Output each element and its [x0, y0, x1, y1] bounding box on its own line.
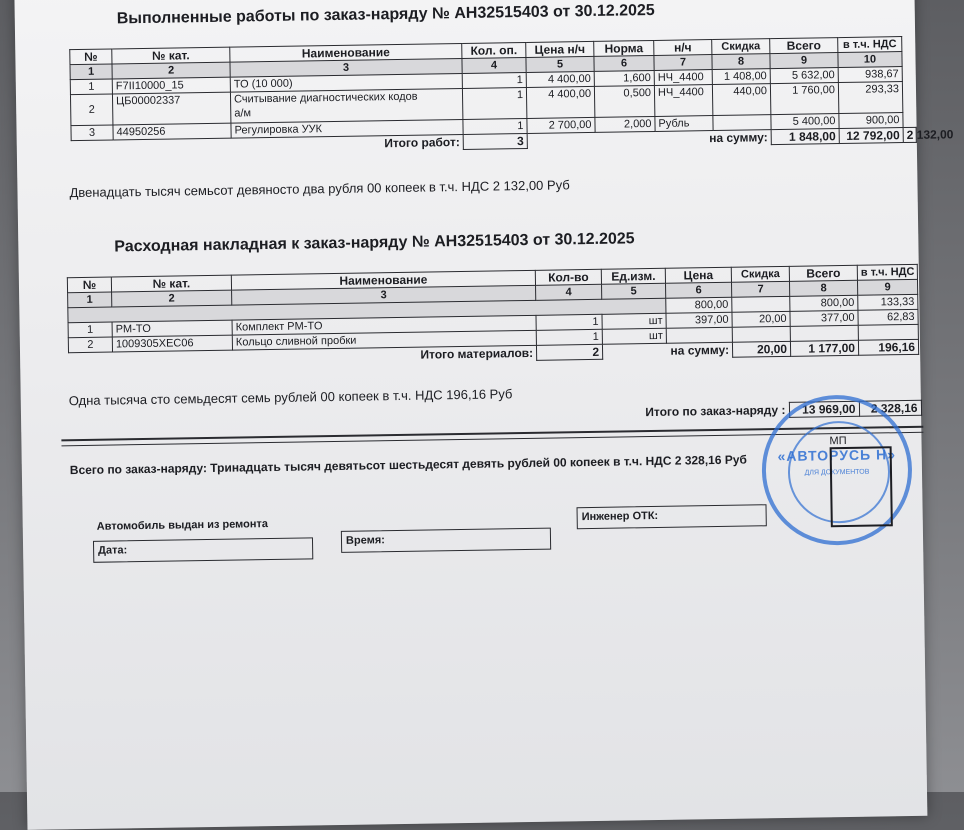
quantity: 1 [536, 314, 602, 330]
index-cell: 8 [789, 280, 857, 296]
index-cell: 1 [70, 64, 112, 80]
catalog-number: 44950256 [113, 123, 231, 140]
total-sum: 12 792,00 [839, 128, 903, 144]
discount: 440,00 [712, 84, 770, 116]
price: 4 400,00 [526, 86, 594, 118]
unit: шт [602, 313, 666, 329]
header-cell: в т.ч. НДС [838, 37, 902, 53]
index-cell: 2 [112, 290, 232, 307]
time-field [341, 528, 551, 553]
rate-code: НЧ_4400 [654, 70, 712, 86]
norm: 0,500 [594, 85, 654, 117]
sum-label: на сумму: [670, 343, 730, 358]
group-total: 800,00 [790, 295, 858, 311]
index-cell: 5 [526, 56, 594, 72]
price: 4 400,00 [526, 71, 594, 87]
header-cell: Норма [594, 40, 654, 56]
header-cell: Кол. оп. [462, 42, 526, 58]
price: 397,00 [666, 312, 732, 328]
price: 2 700,00 [527, 117, 595, 133]
group-vat: 133,33 [858, 294, 918, 310]
header-cell: № кат. [112, 47, 230, 64]
vat: 62,83 [858, 309, 918, 325]
index-cell: 7 [731, 281, 789, 297]
catalog-number: 1009305XEC06 [112, 335, 232, 352]
header-cell: Кол-во [535, 269, 601, 285]
order-total-sum: 13 969,00 [789, 401, 859, 417]
row-number: 1 [68, 322, 112, 338]
vat: 900,00 [839, 113, 903, 129]
item-name: Регулировка УУК [231, 119, 463, 138]
norm: 1,600 [594, 70, 654, 86]
catalog-number: ЦБ00002337 [112, 92, 230, 125]
header-cell: Скидка [712, 39, 770, 55]
vat: 293,33 [838, 82, 902, 114]
discount [732, 326, 790, 342]
vat [858, 324, 918, 340]
time-label: Время: [345, 534, 385, 547]
item-name-continuation: а/м [234, 107, 252, 120]
row-number: 2 [68, 337, 112, 353]
header-cell: № [70, 49, 112, 65]
group-price: 800,00 [666, 297, 732, 313]
total: 5 400,00 [771, 114, 839, 130]
header-cell: Цена [665, 267, 731, 283]
price [666, 327, 732, 343]
total-label: Итого работ: [384, 135, 460, 151]
total-vat: 2 132,00 [903, 127, 916, 142]
header-cell: Наименование [230, 43, 462, 62]
header-cell: Ед.изм. [601, 268, 665, 284]
quantity: 1 [462, 87, 526, 119]
total-count: 2 [536, 344, 602, 360]
materials-sum-in-words: Одна тысяча сто семьдесят семь рублей 00 копеек в т.ч. НДС 196,16 Руб [68, 386, 513, 409]
stamp-subtitle: ДЛЯ ДОКУМЕНТОВ [804, 468, 870, 477]
order-total-label: Итого по заказ-наряду : [645, 402, 786, 420]
engineer-label: Инженер ОТК: [581, 509, 659, 524]
quantity: 1 [536, 329, 602, 345]
seal-placeholder-box [830, 446, 893, 527]
total [790, 325, 858, 341]
index-cell: 4 [462, 57, 526, 73]
catalog-number: F7II10000_15 [112, 77, 230, 94]
discount: 20,00 [732, 311, 790, 327]
index-cell: 9 [857, 279, 917, 295]
index-cell: 10 [838, 52, 902, 68]
quantity: 1 [463, 118, 527, 134]
header-cell: № кат. [111, 275, 231, 292]
index-cell: 2 [112, 62, 230, 79]
index-cell: 3 [232, 285, 536, 305]
total: 377,00 [790, 310, 858, 326]
works-table [69, 36, 954, 156]
stamp-company-name: «АВТОРУСЬ Н» [777, 446, 897, 465]
row-number: 1 [70, 79, 112, 95]
index-cell: 6 [666, 282, 732, 298]
works-title: Выполненные работы по заказ-наряду № АН32515403 от 30.12.2025 [116, 1, 655, 28]
index-cell: 1 [68, 292, 112, 308]
total: 1 760,00 [770, 83, 838, 115]
group-discount [732, 296, 790, 312]
total-sum: 1 177,00 [790, 340, 858, 356]
item-name: Кольцо сливной пробки [232, 330, 536, 350]
discount: 1 408,00 [712, 69, 770, 85]
materials-title: Расходная накладная к заказ-наряду № АН32515403 от 30.12.2025 [114, 230, 635, 256]
released-label: Автомобиль выдан из ремонта [96, 518, 269, 533]
catalog-number: PM-TO [112, 320, 232, 337]
grand-total-in-words: Всего по заказ-наряду: Тринадцать тысяч девятьсот шестьдесят девять рублей 00 копеек в т.ч. НДС 2 328,16 Руб [69, 452, 747, 478]
sum-label: на сумму: [709, 130, 768, 146]
rate-code: НЧ_4400 [654, 85, 712, 117]
index-cell: 4 [536, 284, 602, 300]
document-page [14, 0, 954, 830]
header-cell: Наименование [231, 270, 535, 290]
total: 5 632,00 [770, 68, 838, 84]
index-cell: 6 [594, 55, 654, 71]
header-cell: № [67, 277, 111, 293]
header-cell: в т.ч. НДС [857, 264, 917, 280]
total-label: Итого материалов: [420, 346, 534, 362]
date-label: Дата: [98, 544, 128, 557]
vat: 938,67 [838, 67, 902, 83]
total-count: 3 [463, 133, 527, 149]
index-cell: 9 [770, 53, 838, 69]
index-cell: 8 [712, 54, 770, 70]
header-cell: Всего [789, 265, 857, 281]
materials-table [67, 264, 919, 368]
header-cell: Всего [770, 38, 838, 54]
works-sum-in-words: Двенадцать тысяч семьсот девяносто два рубля 00 копеек в т.ч. НДС 2 132,00 Руб [69, 177, 570, 201]
total-discount: 1 848,00 [771, 129, 839, 145]
index-cell: 5 [602, 283, 666, 299]
mp-label: МП [829, 434, 847, 448]
engineer-field [577, 504, 767, 529]
header-cell: н/ч [654, 40, 712, 56]
unit: шт [602, 328, 666, 344]
total-discount: 20,00 [732, 341, 790, 357]
rate-code: Рубль [655, 116, 713, 132]
row-number: 2 [70, 94, 112, 126]
row-number: 3 [71, 125, 113, 141]
index-cell: 3 [230, 58, 462, 77]
discount [713, 115, 771, 131]
item-name: Комплект PM-TO [232, 315, 536, 335]
date-field [93, 537, 313, 562]
item-name: ТО (10 000) [230, 73, 462, 92]
order-total-vat: 2 328,16 [859, 400, 921, 416]
item-name [230, 88, 462, 123]
total-vat: 196,16 [858, 339, 918, 355]
header-cell: Цена н/ч [526, 41, 594, 57]
norm: 2,000 [595, 116, 655, 132]
quantity: 1 [462, 72, 526, 88]
index-cell: 7 [654, 55, 712, 71]
header-cell: Скидка [731, 266, 789, 282]
item-name-text: Считывание диагностических кодов [233, 90, 418, 106]
